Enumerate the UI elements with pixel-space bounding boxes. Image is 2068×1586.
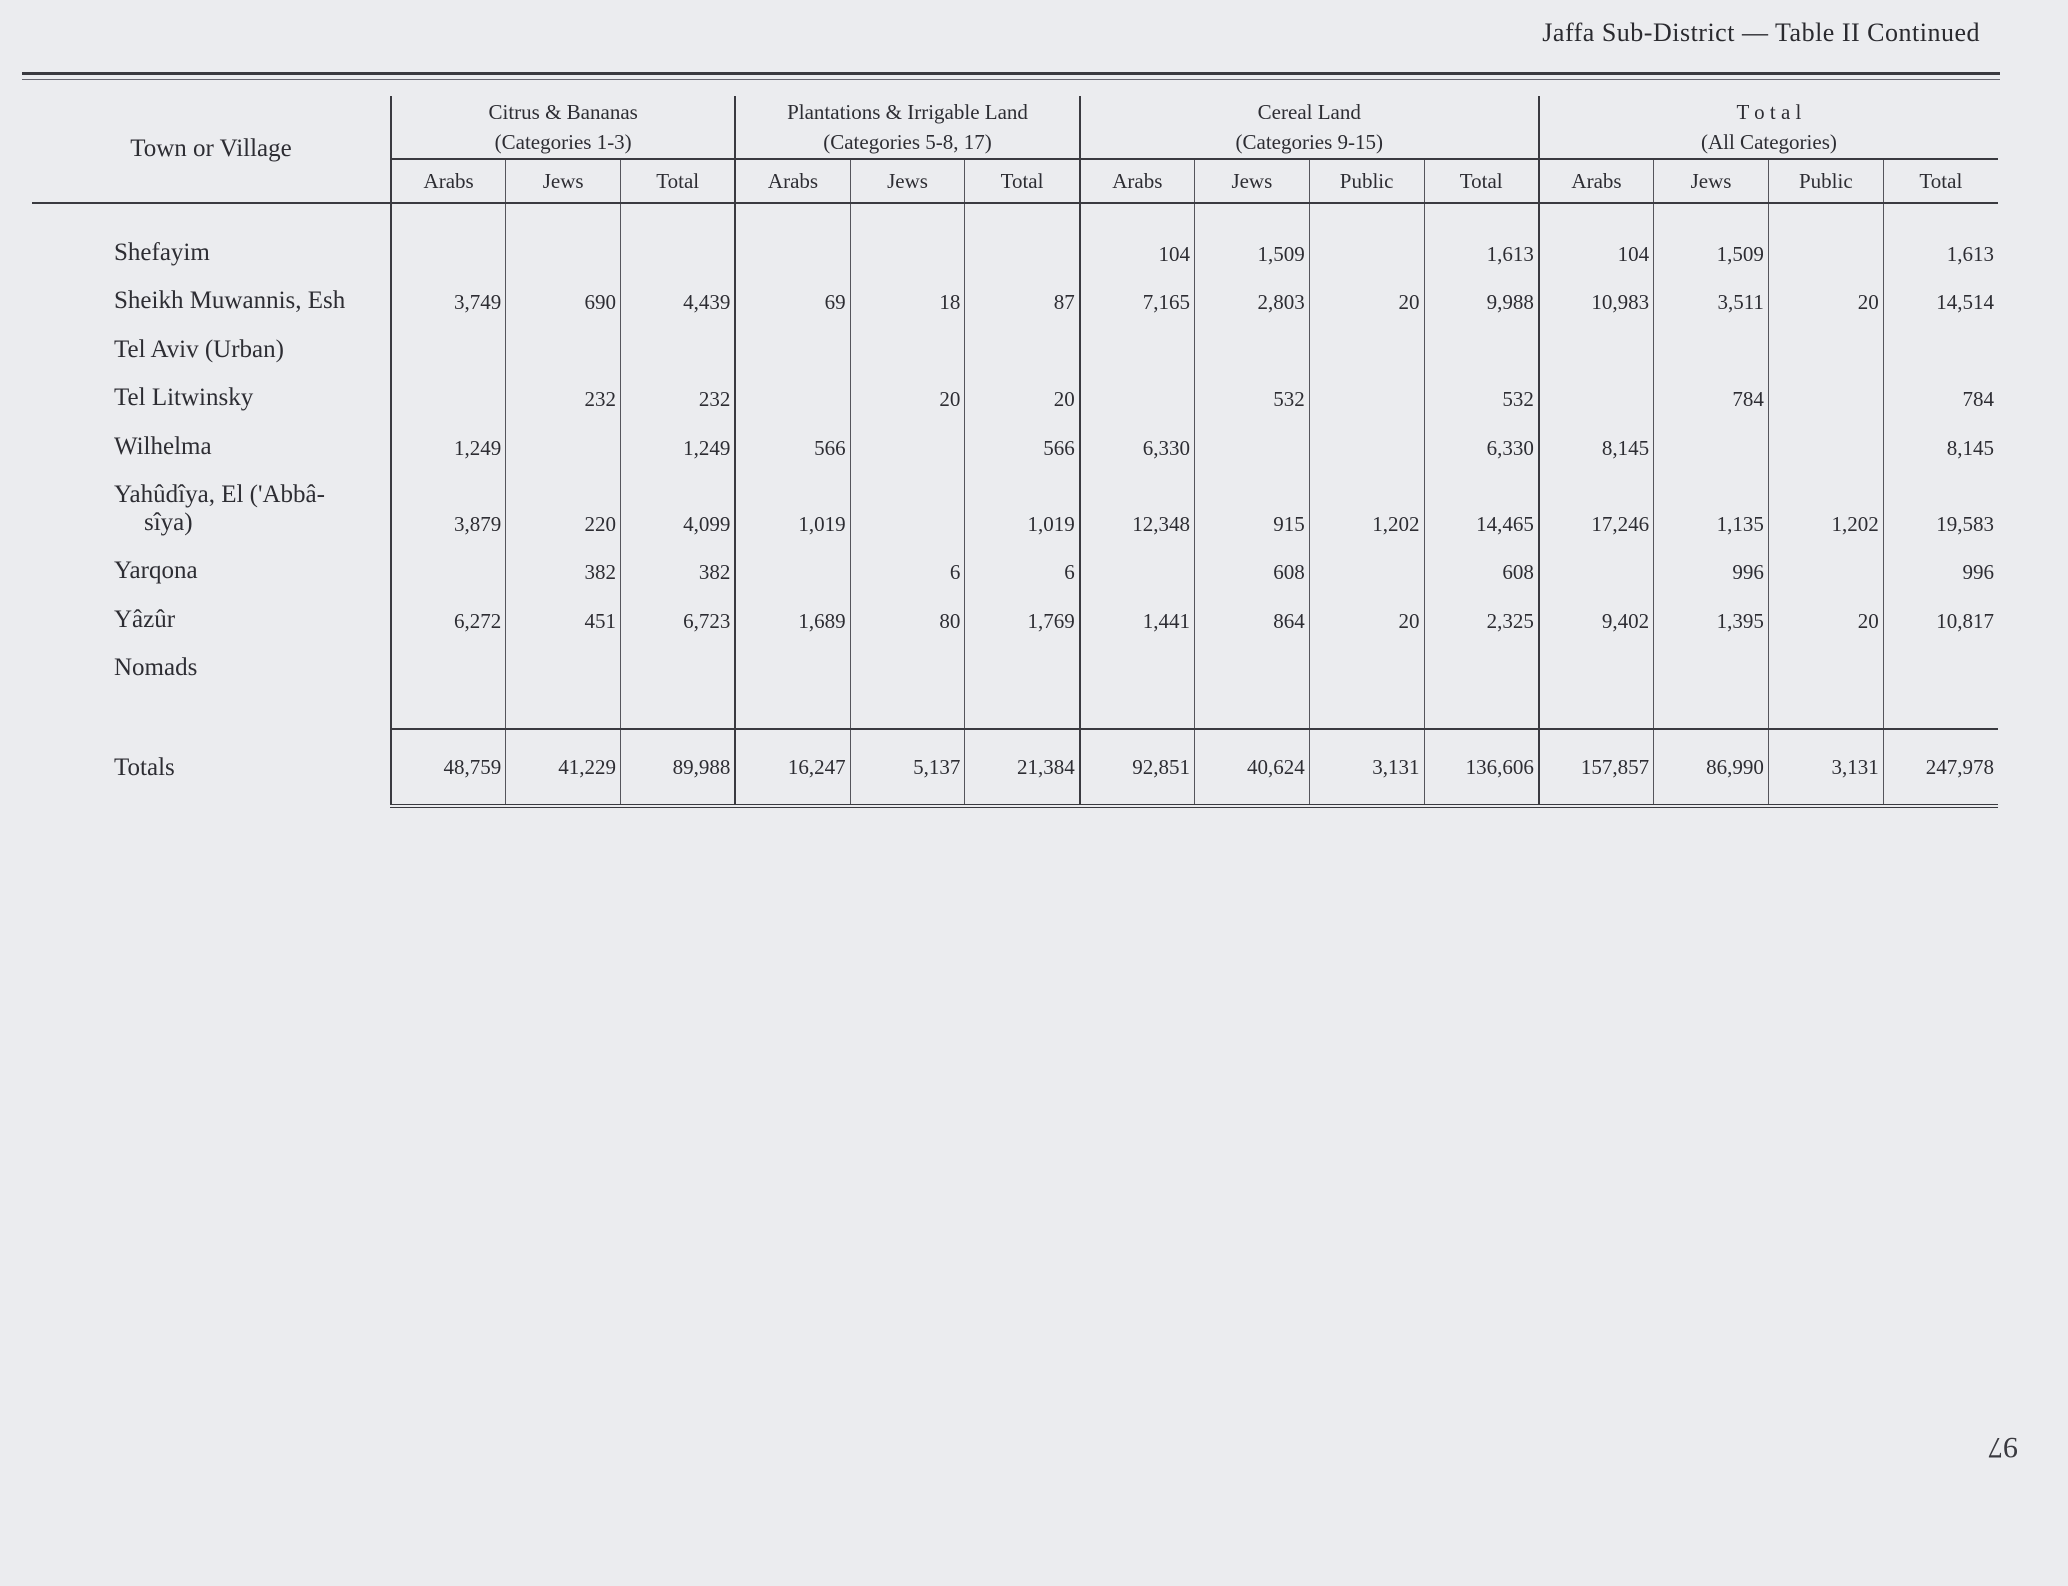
spacer-cell: [32, 682, 391, 729]
spacer-cell: [621, 682, 736, 729]
spacer-cell: [1194, 682, 1309, 729]
table-cell: [391, 537, 506, 586]
table-cell: [621, 315, 736, 364]
table-cell: 1,202: [1309, 461, 1424, 537]
table-cell: [1194, 412, 1309, 461]
table-cell: 532: [1424, 364, 1539, 413]
spacer-cell: [506, 682, 621, 729]
table-cell: [735, 537, 850, 586]
table-cell: 3,749: [391, 267, 506, 316]
table-cell: [1539, 634, 1654, 683]
table-cell: 5,137: [850, 729, 965, 806]
village-name-text: Nomads: [114, 654, 198, 681]
table-cell: 1,249: [621, 412, 736, 461]
table-cell: 382: [621, 537, 736, 586]
column-header: Arabs: [391, 159, 506, 203]
table-cell: [391, 315, 506, 364]
table-cell: 16,247: [735, 729, 850, 806]
table-cell: 20: [965, 364, 1080, 413]
table-cell: [391, 634, 506, 683]
table-cell: 1,395: [1654, 585, 1769, 634]
table-cell: 451: [506, 585, 621, 634]
table-cell: 92,851: [1080, 729, 1195, 806]
spacer-cell: [1883, 682, 1998, 729]
group-header-plantations: [735, 96, 1079, 159]
column-header: Arabs: [1539, 159, 1654, 203]
table-cell: [1194, 634, 1309, 683]
table-cell: [1080, 364, 1195, 413]
table-cell: 1,769: [965, 585, 1080, 634]
table-cell: [1309, 412, 1424, 461]
village-name-text: Sheikh Muwannis, Esh: [114, 287, 346, 314]
table-cell: 48,759: [391, 729, 506, 806]
group-subtitle: (Categories 9-15): [1235, 130, 1384, 154]
table-cell: 20: [1768, 585, 1883, 634]
table-cell: 1,441: [1080, 585, 1195, 634]
village-name-text: Yarqona: [114, 557, 198, 584]
table-cell: 17,246: [1539, 461, 1654, 537]
column-header: Arabs: [1080, 159, 1195, 203]
table-cell: 3,131: [1309, 729, 1424, 806]
table-cell: [1768, 412, 1883, 461]
table-cell: 87: [965, 267, 1080, 316]
table-cell: 9,402: [1539, 585, 1654, 634]
table-cell: 4,099: [621, 461, 736, 537]
table-cell: 6,723: [621, 585, 736, 634]
table-cell: [1654, 315, 1769, 364]
table-cell: [1309, 634, 1424, 683]
group-title: T o t a l: [1736, 100, 1802, 124]
village-name: [32, 203, 391, 267]
spacer-cell: [735, 682, 850, 729]
table-cell: 247,978: [1883, 729, 1998, 806]
table-cell: [1539, 537, 1654, 586]
land-ownership-table: [32, 96, 1998, 808]
table-cell: 14,514: [1883, 267, 1998, 316]
table-cell: [1654, 412, 1769, 461]
land-table-container: [32, 96, 1998, 808]
table-cell: 3,131: [1768, 729, 1883, 806]
table-row: [32, 585, 1998, 634]
table-cell: [1309, 537, 1424, 586]
spacer-cell: [1539, 682, 1654, 729]
table-cell: [391, 364, 506, 413]
column-header: Total: [621, 159, 736, 203]
table-cell: [391, 203, 506, 267]
table-cell: 3,511: [1654, 267, 1769, 316]
top-rule: [22, 72, 2000, 75]
table-cell: 1,689: [735, 585, 850, 634]
table-cell: 2,325: [1424, 585, 1539, 634]
table-cell: 8,145: [1883, 412, 1998, 461]
table-cell: 10,983: [1539, 267, 1654, 316]
table-row: [32, 537, 1998, 586]
table-cell: [1768, 634, 1883, 683]
group-title: Citrus & Bananas: [488, 100, 638, 124]
table-cell: [1883, 634, 1998, 683]
table-cell: 80: [850, 585, 965, 634]
group-header-cereal: [1080, 96, 1539, 159]
table-cell: [1309, 364, 1424, 413]
group-subtitle: (Categories 5-8, 17): [823, 130, 992, 154]
table-cell: 382: [506, 537, 621, 586]
table-cell: [735, 634, 850, 683]
table-body: [32, 203, 1998, 806]
table-cell: [850, 412, 965, 461]
table-cell: 608: [1424, 537, 1539, 586]
table-row: [32, 729, 1998, 806]
village-name: [32, 537, 391, 586]
table-cell: 21,384: [965, 729, 1080, 806]
table-cell: [735, 203, 850, 267]
village-name: [32, 267, 391, 316]
column-header: Total: [1883, 159, 1998, 203]
table-cell: [1768, 315, 1883, 364]
table-cell: 2,803: [1194, 267, 1309, 316]
table-cell: 220: [506, 461, 621, 537]
table-cell: 69: [735, 267, 850, 316]
table-cell: [1080, 537, 1195, 586]
table-cell: 20: [1309, 267, 1424, 316]
table-row: [32, 461, 1998, 537]
table-cell: 86,990: [1654, 729, 1769, 806]
village-name: [32, 585, 391, 634]
table-cell: [621, 203, 736, 267]
column-header: Jews: [506, 159, 621, 203]
table-cell: [1080, 634, 1195, 683]
table-cell: 1,019: [965, 461, 1080, 537]
spacer-cell: [1768, 682, 1883, 729]
village-name-text: Yahûdîya, El ('Abbâ-: [114, 480, 325, 508]
table-cell: 6,330: [1080, 412, 1195, 461]
table-cell: [1539, 315, 1654, 364]
spacer-cell: [965, 682, 1080, 729]
table-cell: 1,613: [1883, 203, 1998, 267]
table-row: [32, 315, 1998, 364]
table-cell: 532: [1194, 364, 1309, 413]
table-cell: [850, 315, 965, 364]
table-cell: [506, 203, 621, 267]
table-row: [32, 203, 1998, 267]
table-cell: [1768, 203, 1883, 267]
table-cell: 9,988: [1424, 267, 1539, 316]
table-cell: 232: [621, 364, 736, 413]
table-cell: [735, 315, 850, 364]
village-name: [32, 634, 391, 683]
column-header: Total: [1424, 159, 1539, 203]
village-column-header: Town or Village: [32, 96, 391, 203]
table-cell: [506, 412, 621, 461]
village-name-text: Shefayim: [114, 238, 210, 266]
table-cell: [1309, 315, 1424, 364]
column-header: Jews: [1654, 159, 1769, 203]
village-name: [32, 315, 391, 364]
table-cell: [850, 634, 965, 683]
table-cell: [1654, 634, 1769, 683]
table-cell: 784: [1883, 364, 1998, 413]
village-name: [32, 364, 391, 413]
table-cell: [1768, 537, 1883, 586]
village-name-continuation: sîya): [144, 508, 193, 536]
table-cell: 20: [1309, 585, 1424, 634]
table-cell: 1,019: [735, 461, 850, 537]
table-cell: [735, 364, 850, 413]
table-cell: 864: [1194, 585, 1309, 634]
table-cell: 996: [1883, 537, 1998, 586]
table-cell: 6: [850, 537, 965, 586]
table-cell: 20: [1768, 267, 1883, 316]
top-rule-thin: [22, 79, 2000, 80]
group-title: Plantations & Irrigable Land: [787, 100, 1028, 124]
group-header-citrus: [391, 96, 735, 159]
table-cell: 10,817: [1883, 585, 1998, 634]
table-cell: 690: [506, 267, 621, 316]
column-header: Jews: [1194, 159, 1309, 203]
table-cell: 12,348: [1080, 461, 1195, 537]
table-row: [32, 634, 1998, 683]
table-row: [32, 412, 1998, 461]
table-cell: [506, 634, 621, 683]
table-cell: 20: [850, 364, 965, 413]
column-header: Arabs: [735, 159, 850, 203]
column-header: Public: [1768, 159, 1883, 203]
table-cell: [965, 634, 1080, 683]
table-cell: 1,249: [391, 412, 506, 461]
table-cell: [1768, 364, 1883, 413]
table-cell: 89,988: [621, 729, 736, 806]
village-name-text: Tel Aviv (Urban): [114, 335, 284, 363]
table-cell: 6,272: [391, 585, 506, 634]
village-name-text: Wilhelma: [114, 432, 212, 460]
table-cell: 1,135: [1654, 461, 1769, 537]
table-cell: 3,879: [391, 461, 506, 537]
group-subtitle: (All Categories): [1700, 130, 1837, 154]
group-title: Cereal Land: [1257, 100, 1361, 124]
table-cell: 1,509: [1194, 203, 1309, 267]
table-cell: 7,165: [1080, 267, 1195, 316]
table-cell: 1,613: [1424, 203, 1539, 267]
spacer-cell: [1080, 682, 1195, 729]
spacer-cell: [1309, 682, 1424, 729]
table-cell: 41,229: [506, 729, 621, 806]
table-cell: 6: [965, 537, 1080, 586]
table-cell: [1883, 315, 1998, 364]
spacer-cell: [850, 682, 965, 729]
table-cell: [850, 461, 965, 537]
table-cell: 40,624: [1194, 729, 1309, 806]
table-row: [32, 267, 1998, 316]
spacer-cell: [1654, 682, 1769, 729]
table-cell: 784: [1654, 364, 1769, 413]
table-cell: 6,330: [1424, 412, 1539, 461]
table-cell: [965, 203, 1080, 267]
column-header: Public: [1309, 159, 1424, 203]
table-cell: 19,583: [1883, 461, 1998, 537]
table-cell: 1,509: [1654, 203, 1769, 267]
table-cell: 1,202: [1768, 461, 1883, 537]
table-cell: [621, 634, 736, 683]
village-name: [32, 412, 391, 461]
village-name: [32, 729, 391, 806]
group-subtitle: (Categories 1-3): [494, 130, 632, 154]
page-header: Jaffa Sub-District — Table II Continued: [1542, 18, 1980, 47]
table-cell: 8,145: [1539, 412, 1654, 461]
table-cell: [1424, 315, 1539, 364]
table-cell: 157,857: [1539, 729, 1654, 806]
table-cell: 915: [1194, 461, 1309, 537]
village-name: [32, 461, 391, 537]
table-cell: 4,439: [621, 267, 736, 316]
table-cell: 566: [965, 412, 1080, 461]
table-cell: 232: [506, 364, 621, 413]
village-name-text: Yâzûr: [114, 605, 176, 633]
table-cell: [1194, 315, 1309, 364]
column-header: Jews: [850, 159, 965, 203]
table-cell: [850, 203, 965, 267]
village-name-text: Tel Litwinsky: [114, 384, 254, 411]
table-cell: 996: [1654, 537, 1769, 586]
page-number: 97: [1988, 1431, 2018, 1464]
village-name-text: Totals: [114, 753, 175, 781]
table-cell: 136,606: [1424, 729, 1539, 806]
table-cell: 104: [1539, 203, 1654, 267]
spacer-cell: [391, 682, 506, 729]
table-row: [32, 364, 1998, 413]
table-cell: 18: [850, 267, 965, 316]
spacer-row: [32, 682, 1998, 729]
table-cell: [1424, 634, 1539, 683]
table-cell: [1309, 203, 1424, 267]
table-cell: 14,465: [1424, 461, 1539, 537]
table-cell: 104: [1080, 203, 1195, 267]
table-cell: [1539, 364, 1654, 413]
table-cell: 608: [1194, 537, 1309, 586]
table-cell: [965, 315, 1080, 364]
column-header: Total: [965, 159, 1080, 203]
table-cell: [1080, 315, 1195, 364]
group-header-total: [1539, 96, 1998, 159]
table-cell: [506, 315, 621, 364]
table-cell: 566: [735, 412, 850, 461]
spacer-cell: [1424, 682, 1539, 729]
